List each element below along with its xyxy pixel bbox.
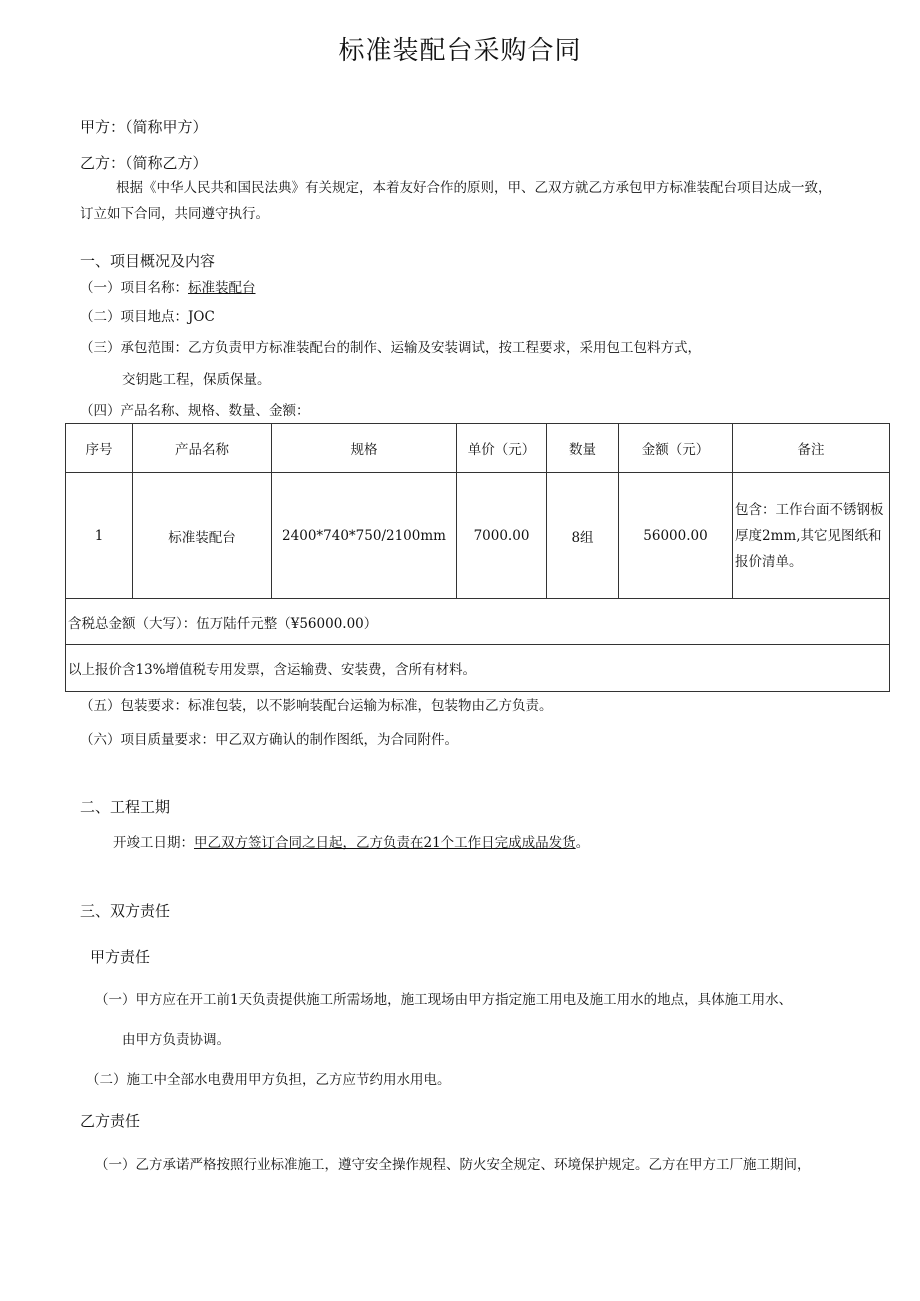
scope-line-2: 交钥匙工程，保质保量。: [122, 372, 271, 388]
cell-remark: 包含：工作台面不锈钢板厚度2mm,其它见图纸和报价清单。: [733, 473, 890, 599]
price-note-cell: 以上报价含13%增值税专用发票，含运输费、安装费，含所有材料。: [66, 645, 890, 692]
party-a-duty-1-line-1: （一）甲方应在开工前1天负责提供施工所需场地，施工现场由甲方指定施工用电及施工用水的地点，具体施工用水、: [95, 992, 793, 1008]
schedule-end: 。: [575, 835, 590, 851]
header-cell: 产品名称: [133, 424, 272, 473]
project-name-label: （一）项目名称：: [80, 280, 188, 296]
header-cell: 单价（元）: [457, 424, 547, 473]
header-cell: 序号: [66, 424, 133, 473]
party-b-line: 乙方：（简称乙方）: [80, 154, 208, 172]
party-b-duty-1-line-1: （一）乙方承诺严格按照行业标准施工，遵守安全操作规程、防火安全规定、环境保护规定。乙方在甲方工厂施工期间，: [95, 1157, 811, 1173]
header-cell: 规格: [272, 424, 457, 473]
section2-heading: 二、工程工期: [80, 798, 171, 816]
table-header-row: [66, 424, 890, 473]
header-cell: 金额（元）: [619, 424, 733, 473]
header-cell: 数量: [547, 424, 619, 473]
cell-amount: 56000.00: [619, 473, 733, 599]
quality-line: （六）项目质量要求：甲乙双方确认的制作图纸，为合同附件。: [80, 732, 458, 748]
cell-unit-price: 7000.00: [457, 473, 547, 599]
product-intro-line: （四）产品名称、规格、数量、金额：: [80, 403, 310, 419]
table-note-row: [66, 645, 890, 692]
header-cell: 备注: [733, 424, 890, 473]
party-a-duty-heading: 甲方责任: [90, 948, 151, 966]
project-name-value: 标准装配台: [188, 280, 256, 296]
preamble-line-1: 根据《中华人民共和国民法典》有关规定，本着友好合作的原则，甲、乙双方就乙方承包甲方标准装配台项目达成一致，: [116, 180, 832, 196]
preamble-line-2: 订立如下合同，共同遵守执行。: [80, 206, 269, 222]
party-b-duty-heading: 乙方责任: [80, 1112, 141, 1130]
party-a-line: 甲方：（简称甲方）: [80, 118, 208, 136]
cell-product-name: 标准装配台: [133, 473, 272, 599]
cell-index: 1: [66, 473, 133, 599]
section3-heading: 三、双方责任: [80, 902, 171, 920]
packaging-line: （五）包装要求：标准包装，以不影响装配台运输为标准，包装物由乙方负责。: [80, 698, 553, 714]
party-a-duty-1-line-2: 由甲方负责协调。: [122, 1032, 230, 1048]
schedule-label: 开竣工日期：: [113, 835, 194, 851]
project-name-line: [80, 276, 256, 296]
page-title: 标准装配台采购合同: [338, 36, 582, 66]
table-row: [66, 473, 890, 599]
table-total-row: [66, 599, 890, 645]
scope-line-1: （三）承包范围：乙方负责甲方标准装配台的制作、运输及安装调试，按工程要求，采用包工包料方式，: [80, 340, 701, 356]
product-table: [65, 423, 890, 692]
schedule-line: [113, 831, 589, 851]
section1-heading: 一、项目概况及内容: [80, 252, 216, 270]
project-location-line: （二）项目地点：JOC: [80, 309, 215, 325]
cell-quantity: 8组: [547, 473, 619, 599]
total-amount-cell: 含税总金额（大写）：伍万陆仟元整（¥56000.00）: [66, 599, 890, 645]
cell-spec: 2400*740*750/2100mm: [272, 473, 457, 599]
party-a-duty-2: （二）施工中全部水电费用甲方负担，乙方应节约用水用电。: [86, 1072, 451, 1088]
schedule-value: 甲乙双方签订合同之日起，乙方负责在21个工作日完成成品发货: [194, 835, 576, 851]
